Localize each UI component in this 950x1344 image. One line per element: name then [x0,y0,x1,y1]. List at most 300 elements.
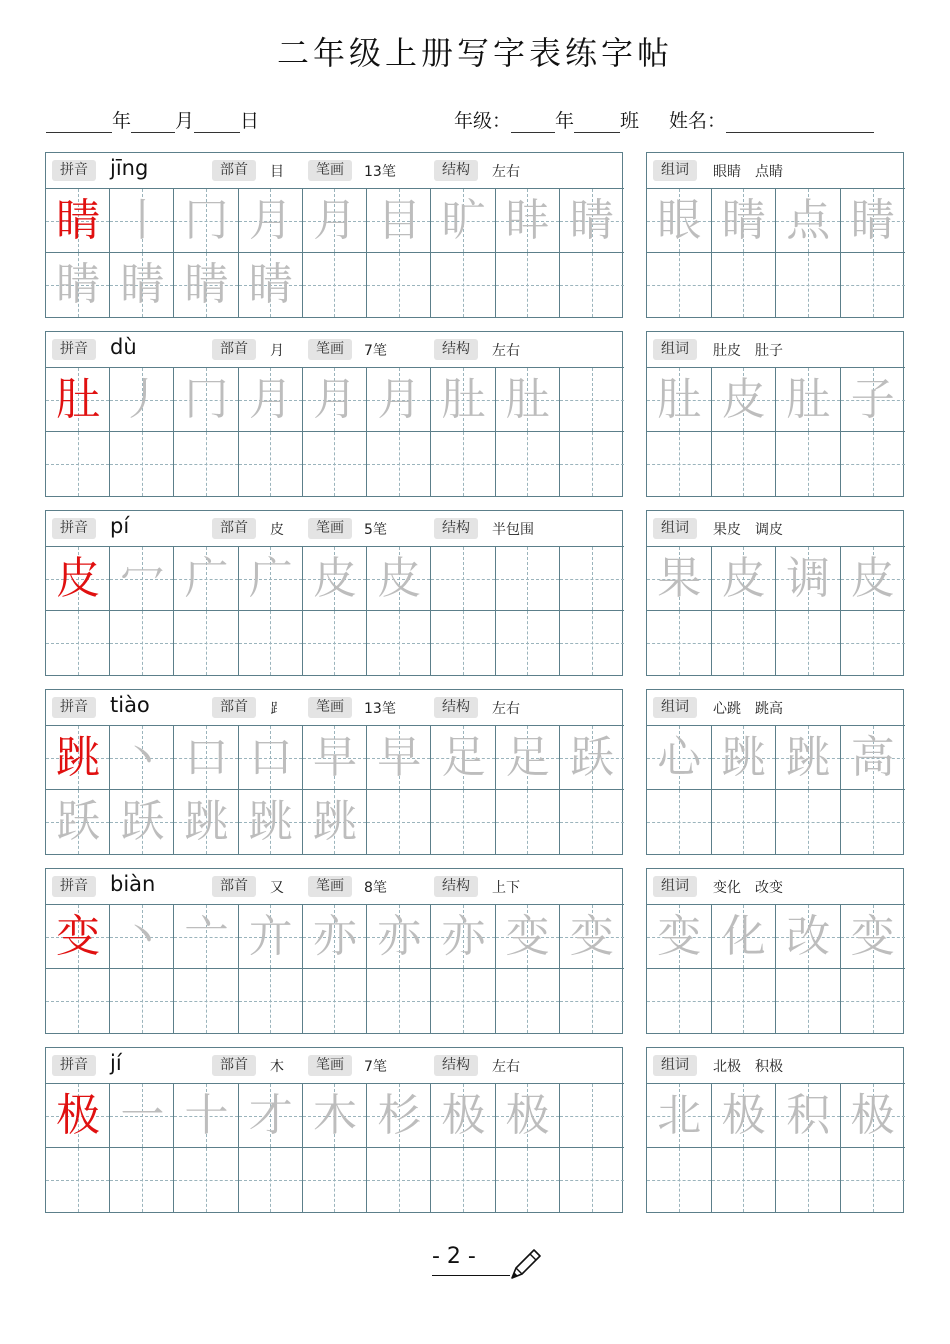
grid-cell[interactable] [560,611,624,675]
guide-line [206,1148,207,1212]
trace-char: 月 [312,374,357,425]
grid-cell[interactable] [110,1084,174,1148]
radical-tag: 部首 [212,339,256,360]
radical-tag: 部首 [212,697,256,718]
grid-cell[interactable] [431,905,495,969]
grid-cell[interactable] [431,547,495,611]
grid-cell[interactable] [431,432,495,496]
grid-cell[interactable] [841,189,906,253]
trace-char: 广 [248,553,293,604]
guide-line [142,1148,143,1212]
grid-cell[interactable] [560,1148,624,1212]
grid-cell[interactable] [174,368,238,432]
grid-cell[interactable] [431,969,495,1033]
grid-cell[interactable] [647,905,712,969]
grid-cell[interactable] [367,189,431,253]
grid-cell[interactable] [110,189,174,253]
grid-cell[interactable] [110,726,174,790]
grid-cell[interactable] [431,1084,495,1148]
structure-tag: 结构 [434,697,478,718]
guide-line [463,432,464,496]
grid-cell[interactable] [110,969,174,1033]
trace-char: 月 [312,195,357,246]
grid-cell[interactable] [647,726,712,790]
grid-cell[interactable] [776,790,841,854]
model-char: 肚 [56,374,101,425]
grid-cell[interactable] [367,432,431,496]
words-block-jí [646,1047,904,1213]
grid-cell[interactable] [174,547,238,611]
words-tag: 组词 [653,697,697,718]
grid-cell[interactable] [431,253,495,317]
words-tag: 组词 [653,339,697,360]
guide-line [743,1148,744,1212]
grid-cell[interactable] [174,969,238,1033]
guide-line [399,253,400,317]
guide-line [527,432,528,496]
grid-cell[interactable] [496,905,560,969]
pinyin-value: pí [110,514,130,538]
guide-line [808,432,809,496]
grid-cell[interactable] [431,611,495,675]
grid-cell[interactable] [496,547,560,611]
trace-char: 亠 [184,911,229,962]
guide-line [334,432,335,496]
word-trace-char: 跳 [721,732,766,783]
char-block-jīng [45,152,623,318]
grid-cell[interactable] [712,1084,777,1148]
grid-cell[interactable] [110,1148,174,1212]
grid-cell[interactable] [110,611,174,675]
trace-char: 才 [248,1090,293,1141]
pen-icon [508,1246,544,1282]
strokes-tag: 笔画 [308,160,352,181]
radical-value: ⻊ [270,701,284,717]
grid-cell[interactable] [303,189,367,253]
grid-cell[interactable] [647,1084,712,1148]
grid-cell[interactable] [431,189,495,253]
guide-line [592,547,593,610]
name-label: 姓名： [669,110,727,132]
guide-line [873,1148,874,1212]
grid-cell[interactable] [776,1084,841,1148]
grid-cell[interactable] [560,905,624,969]
grid-cell[interactable] [647,969,712,1033]
grid-cell[interactable] [776,1148,841,1212]
grid-cell[interactable] [239,253,303,317]
grid-cell[interactable] [367,969,431,1033]
grid-cell[interactable] [303,611,367,675]
guide-line [743,611,744,675]
words-block-biàn [646,868,904,1034]
guide-line [78,969,79,1033]
grid-cell[interactable] [776,253,841,317]
strokes-tag: 笔画 [308,339,352,360]
grid-cell[interactable] [110,253,174,317]
guide-line [873,432,874,496]
grid-cell[interactable] [239,790,303,854]
grid-cell[interactable] [46,1084,110,1148]
guide-line [142,969,143,1033]
words-value: 肚皮 肚子 [713,343,783,359]
pinyin-value: dù [110,335,137,359]
radical-value: 木 [270,1059,284,1075]
grid-cell[interactable] [712,189,777,253]
grid-cell[interactable] [560,432,624,496]
guide-line [334,611,335,675]
grid-cell[interactable] [841,1084,906,1148]
word-trace-char: 点 [786,195,831,246]
grid-cell[interactable] [712,1148,777,1212]
trace-char: 极 [441,1090,486,1141]
word-trace-char: 肚 [786,374,831,425]
word-trace-char: 极 [850,1090,895,1141]
trace-char: 丨 [120,195,165,246]
grid-cell[interactable] [239,726,303,790]
grid-cell[interactable] [431,368,495,432]
grid-cell[interactable] [496,611,560,675]
radical-tag: 部首 [212,1055,256,1076]
grid-cell[interactable] [431,1148,495,1212]
grid-cell[interactable] [110,368,174,432]
grid-cell[interactable] [841,547,906,611]
grid-cell[interactable] [239,969,303,1033]
grid-cell[interactable] [46,790,110,854]
grid-cell[interactable] [712,547,777,611]
grid-cell[interactable] [647,1148,712,1212]
guide-line [399,969,400,1033]
guide-line [142,432,143,496]
class-label: 班 [620,110,640,132]
guide-line [142,611,143,675]
trace-char: 跳 [184,796,229,847]
strokes-value: 13笔 [364,701,396,717]
strokes-value: 13笔 [364,164,396,180]
grid-cell[interactable] [367,368,431,432]
word-trace-char: 眼 [657,195,702,246]
grid-cell[interactable] [239,905,303,969]
grid-cell[interactable] [46,253,110,317]
grid-cell[interactable] [174,790,238,854]
grid-cell[interactable] [431,790,495,854]
char-info-row [46,1048,624,1084]
grid-cell[interactable] [496,368,560,432]
grid-cell[interactable] [303,790,367,854]
guide-line [808,611,809,675]
grid-cell[interactable] [841,611,906,675]
grid-cell[interactable] [712,611,777,675]
word-trace-char: 变 [850,911,895,962]
grid-cell[interactable] [647,368,712,432]
trace-char: 杉 [377,1090,422,1141]
grid-cell[interactable] [647,253,712,317]
pinyin-value: jīng [110,156,149,180]
grid-cell[interactable] [841,790,906,854]
trace-char: 跳 [248,796,293,847]
grid-cell[interactable] [560,253,624,317]
grid-cell[interactable] [560,189,624,253]
trace-char: 亦 [377,911,422,962]
grid-cell[interactable] [174,611,238,675]
word-trace-char: 极 [721,1090,766,1141]
guide-line [399,611,400,675]
grid-cell[interactable] [560,1084,624,1148]
strokes-value: 7笔 [364,1059,387,1075]
trace-char: 旷 [441,195,486,246]
grid-cell[interactable] [496,432,560,496]
guide-line [592,611,593,675]
structure-value: 左右 [492,164,520,180]
word-trace-char: 皮 [850,553,895,604]
grid-cell[interactable] [46,547,110,611]
char-info-row [46,332,624,368]
grid-cell[interactable] [841,368,906,432]
grid-cell[interactable] [647,189,712,253]
grid-cell[interactable] [496,1084,560,1148]
radical-tag: 部首 [212,160,256,181]
guide-line [592,253,593,317]
grid-cell[interactable] [239,547,303,611]
structure-tag: 结构 [434,160,478,181]
grid-cell[interactable] [841,726,906,790]
char-info-row [46,511,624,547]
grid-cell[interactable] [303,905,367,969]
grid-cell[interactable] [46,726,110,790]
grid-cell[interactable] [496,1148,560,1212]
grid-cell[interactable] [367,253,431,317]
guide-line [679,611,680,675]
grid-cell[interactable] [647,547,712,611]
trace-char: 月 [377,374,422,425]
grid-cell[interactable] [712,253,777,317]
grid-cell[interactable] [303,547,367,611]
strokes-tag: 笔画 [308,876,352,897]
grid-cell[interactable] [174,432,238,496]
guide-line [334,1148,335,1212]
guide-line [270,1148,271,1212]
trace-char: 睛 [184,259,229,310]
trace-char: 皮 [377,553,422,604]
word-trace-char: 变 [657,911,702,962]
word-trace-char: 肚 [657,374,702,425]
grid-cell[interactable] [174,1148,238,1212]
grid-cell[interactable] [496,790,560,854]
grid-cell[interactable] [110,905,174,969]
grade-year-label: 年 [555,110,575,132]
day-blank[interactable] [194,112,240,133]
grid-cell[interactable] [303,432,367,496]
guide-line [463,790,464,854]
year-blank[interactable] [46,112,112,133]
grid-cell[interactable] [110,547,174,611]
char-block-biàn [45,868,623,1034]
class-blank[interactable] [574,112,620,133]
trace-char: 变 [505,911,550,962]
radical-value: 又 [270,880,284,896]
grid-cell[interactable] [303,969,367,1033]
grid-cell[interactable] [46,189,110,253]
guide-line [679,790,680,854]
day-label: 日 [240,110,260,132]
grid-cell[interactable] [367,726,431,790]
word-trace-char: 睛 [721,195,766,246]
radical-value: 月 [270,343,284,359]
grid-cell[interactable] [560,969,624,1033]
grid-cell[interactable] [712,969,777,1033]
word-trace-char: 心 [657,732,702,783]
guide-line [463,253,464,317]
grid-cell[interactable] [239,1148,303,1212]
grid-cell[interactable] [712,905,777,969]
trace-char: 十 [184,1090,229,1141]
grid-cell[interactable] [239,611,303,675]
guide-line [592,790,593,854]
grid-cell[interactable] [367,1084,431,1148]
words-block-tiào [646,689,904,855]
guide-line [206,969,207,1033]
pinyin-value: jí [110,1051,122,1075]
grid-cell[interactable] [367,905,431,969]
grid-cell[interactable] [841,905,906,969]
grid-cell[interactable] [367,1148,431,1212]
grid-cell[interactable] [367,611,431,675]
words-value: 变化 改变 [713,880,783,896]
trace-char: 足 [441,732,486,783]
trace-char: 木 [312,1090,357,1141]
guide-line [527,547,528,610]
grid-cell[interactable] [431,726,495,790]
footer-underline [432,1275,510,1276]
grid-cell[interactable] [776,547,841,611]
grid-cell[interactable] [647,790,712,854]
grid-cell[interactable] [560,547,624,611]
trace-char: 亦 [441,911,486,962]
grid-cell[interactable] [46,969,110,1033]
guide-line [78,432,79,496]
grid-cell[interactable] [239,1084,303,1148]
guide-line [679,969,680,1033]
grid-cell[interactable] [303,726,367,790]
grid-cell[interactable] [46,611,110,675]
grid-cell[interactable] [560,790,624,854]
grid-cell[interactable] [776,905,841,969]
trace-char: 亦 [312,911,357,962]
words-info-row [647,690,905,726]
grid-cell[interactable] [496,969,560,1033]
grid-cell[interactable] [239,432,303,496]
grid-cell[interactable] [174,726,238,790]
guide-line [206,611,207,675]
page-number: - 2 - [432,1244,476,1269]
trace-char: 冂 [184,374,229,425]
grid-cell[interactable] [46,905,110,969]
grid-cell[interactable] [712,790,777,854]
strokes-value: 7笔 [364,343,387,359]
trace-char: 睛 [56,259,101,310]
strokes-value: 8笔 [364,880,387,896]
grid-cell[interactable] [496,726,560,790]
grid-cell[interactable] [174,905,238,969]
grid-cell[interactable] [712,368,777,432]
grid-cell[interactable] [303,1084,367,1148]
grid-cell[interactable] [174,1084,238,1148]
trace-char: 肚 [441,374,486,425]
grid-cell[interactable] [776,611,841,675]
grid-cell[interactable] [46,1148,110,1212]
grid-cell[interactable] [776,189,841,253]
word-trace-char: 皮 [721,374,766,425]
name-blank[interactable] [726,112,874,133]
radical-tag: 部首 [212,876,256,897]
grid-cell[interactable] [174,189,238,253]
words-info-row [647,511,905,547]
grid-cell[interactable] [110,790,174,854]
grid-cell[interactable] [712,726,777,790]
word-trace-char: 积 [786,1090,831,1141]
page-footer [432,1244,542,1269]
grid-cell[interactable] [560,368,624,432]
guide-line [78,611,79,675]
trace-char: 跃 [120,796,165,847]
grid-cell[interactable] [46,432,110,496]
grid-cell[interactable] [46,368,110,432]
trace-char: 月 [248,374,293,425]
grid-cell[interactable] [496,253,560,317]
grid-cell[interactable] [239,189,303,253]
structure-value: 半包围 [492,522,534,538]
grade-blank[interactable] [511,112,555,133]
trace-char: 跃 [569,732,614,783]
grid-cell[interactable] [174,253,238,317]
grid-cell[interactable] [560,726,624,790]
grid-cell[interactable] [239,368,303,432]
grid-cell[interactable] [841,969,906,1033]
pinyin-value: tiào [110,693,150,717]
strokes-value: 5笔 [364,522,387,538]
guide-line [743,790,744,854]
grid-cell[interactable] [303,368,367,432]
trace-char: 口 [248,732,293,783]
grid-cell[interactable] [841,1148,906,1212]
word-trace-char: 化 [721,911,766,962]
structure-tag: 结构 [434,1055,478,1076]
grid-cell[interactable] [776,969,841,1033]
guide-line [873,790,874,854]
trace-char: 睛 [120,259,165,310]
word-trace-char: 调 [786,553,831,604]
grid-cell[interactable] [110,432,174,496]
grid-cell[interactable] [776,726,841,790]
grid-cell[interactable] [367,790,431,854]
grid-cell[interactable] [776,432,841,496]
grid-cell[interactable] [303,253,367,317]
trace-char: 冂 [184,195,229,246]
grid-cell[interactable] [712,432,777,496]
char-info-row [46,153,624,189]
guide-line [743,432,744,496]
grid-cell[interactable] [841,253,906,317]
grid-cell[interactable] [841,432,906,496]
grid-cell[interactable] [647,611,712,675]
char-block-jí [45,1047,623,1213]
grid-cell[interactable] [496,189,560,253]
grid-cell[interactable] [647,432,712,496]
grid-cell[interactable] [776,368,841,432]
trace-char: 冖 [120,553,165,604]
grid-cell[interactable] [367,547,431,611]
grid-cell[interactable] [303,1148,367,1212]
month-blank[interactable] [131,112,175,133]
